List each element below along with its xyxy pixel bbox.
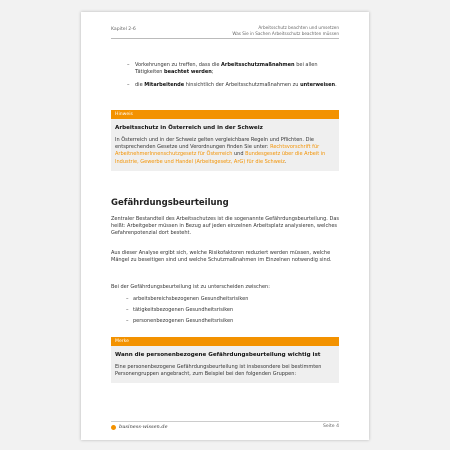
running-header-subtitle: Was Sie in Sachen Arbeitsschutz beachten müssen bbox=[232, 30, 339, 36]
austria-law-link[interactable]: Rechtsvorschrift für ArbeitnehmerInnenschutzgesetz für Österreich bbox=[115, 144, 320, 158]
footer-divider bbox=[111, 421, 339, 422]
paragraph: Bei der Gefährdungsbeurteilung ist zu unterscheiden zwischen: bbox=[111, 284, 270, 290]
intro-bullet: – die Mitarbeitende hinsichtlich der Arbeitsschutzmaßnahmen zu unterweisen. bbox=[127, 82, 339, 89]
logo-text: business-wissen.de bbox=[119, 424, 168, 430]
merke-box bbox=[111, 337, 339, 383]
hinweis-label: Hinweis bbox=[111, 110, 339, 119]
list-item: – arbeitsbereichsbezogenen Gesundheitsrisiken bbox=[126, 296, 336, 307]
section-title: Gefährdungsbeurteilung bbox=[111, 198, 229, 208]
logo-dot-icon bbox=[111, 425, 116, 430]
risk-list bbox=[126, 296, 336, 329]
merke-text: Eine personenbezogene Gefährdungsbeurteilung ist insbesondere bei bestimmten Personengruppen angebracht, zum Beispiel bei den folgenden Gruppen: bbox=[115, 364, 322, 378]
running-header bbox=[232, 25, 339, 36]
paragraph: Aus dieser Analyse ergibt sich, welche Risikofaktoren reduziert werden müssen, welche Mängel zu beseitigen sind und welche Schutzmaßnahmen im Einzelnen notwendig sind. bbox=[111, 250, 332, 264]
hinweis-text: In Österreich und in der Schweiz gelten vergleichbare Regeln und Pflichten. Die entsprechenden Gesetze und Verordnungen finden Sie unter: Rechtsvorschrift für ArbeitnehmerInnenschutzgesetz für Österreich und Bundesgesetz über die Arbeit in Industrie, Gewerbe und Handel (Arbeitsgesetz, ArG) für die Schweiz. bbox=[115, 137, 326, 165]
merke-label: Merke bbox=[111, 337, 339, 346]
document-page bbox=[81, 12, 369, 440]
running-header-title: Arbeitsschutz beachten und umsetzen bbox=[258, 25, 339, 30]
header-divider bbox=[111, 38, 339, 39]
switzerland-law-link[interactable]: Bundesgesetz über die Arbeit in Industrie, Gewerbe und Handel (Arbeitsgesetz, ArG) für die Schweiz bbox=[115, 151, 326, 165]
intro-bullet-list bbox=[127, 62, 339, 96]
footer-logo[interactable] bbox=[111, 424, 168, 430]
chapter-label: Kapitel 2-6 bbox=[111, 27, 136, 32]
paragraph: Zentraler Bestandteil des Arbeitsschutzes ist die sogenannte Gefährdungsbeurteilung. Das heißt: Arbeitgeber müssen in Bezug auf jeden einzelnen Arbeitsplatz analysieren, welches Gefahrenpotenzial dort besteht. bbox=[111, 216, 340, 237]
hinweis-box bbox=[111, 110, 339, 171]
list-item: – tätigkeitsbezogenen Gesundheitsrisiken bbox=[126, 307, 336, 318]
page-number: Seite 4 bbox=[322, 424, 339, 429]
intro-bullet: – Vorkehrungen zu treffen, dass die Arbeitsschutzmaßnahmen bei allen Tätigkeiten beachtet werden; bbox=[127, 62, 339, 76]
list-item: – personenbezogenen Gesundheitsrisiken bbox=[126, 318, 336, 329]
merke-title: Wann die personenbezogene Gefährdungsbeurteilung wichtig ist bbox=[115, 352, 321, 358]
hinweis-title: Arbeitsschutz in Österreich und in der Schweiz bbox=[115, 125, 263, 131]
